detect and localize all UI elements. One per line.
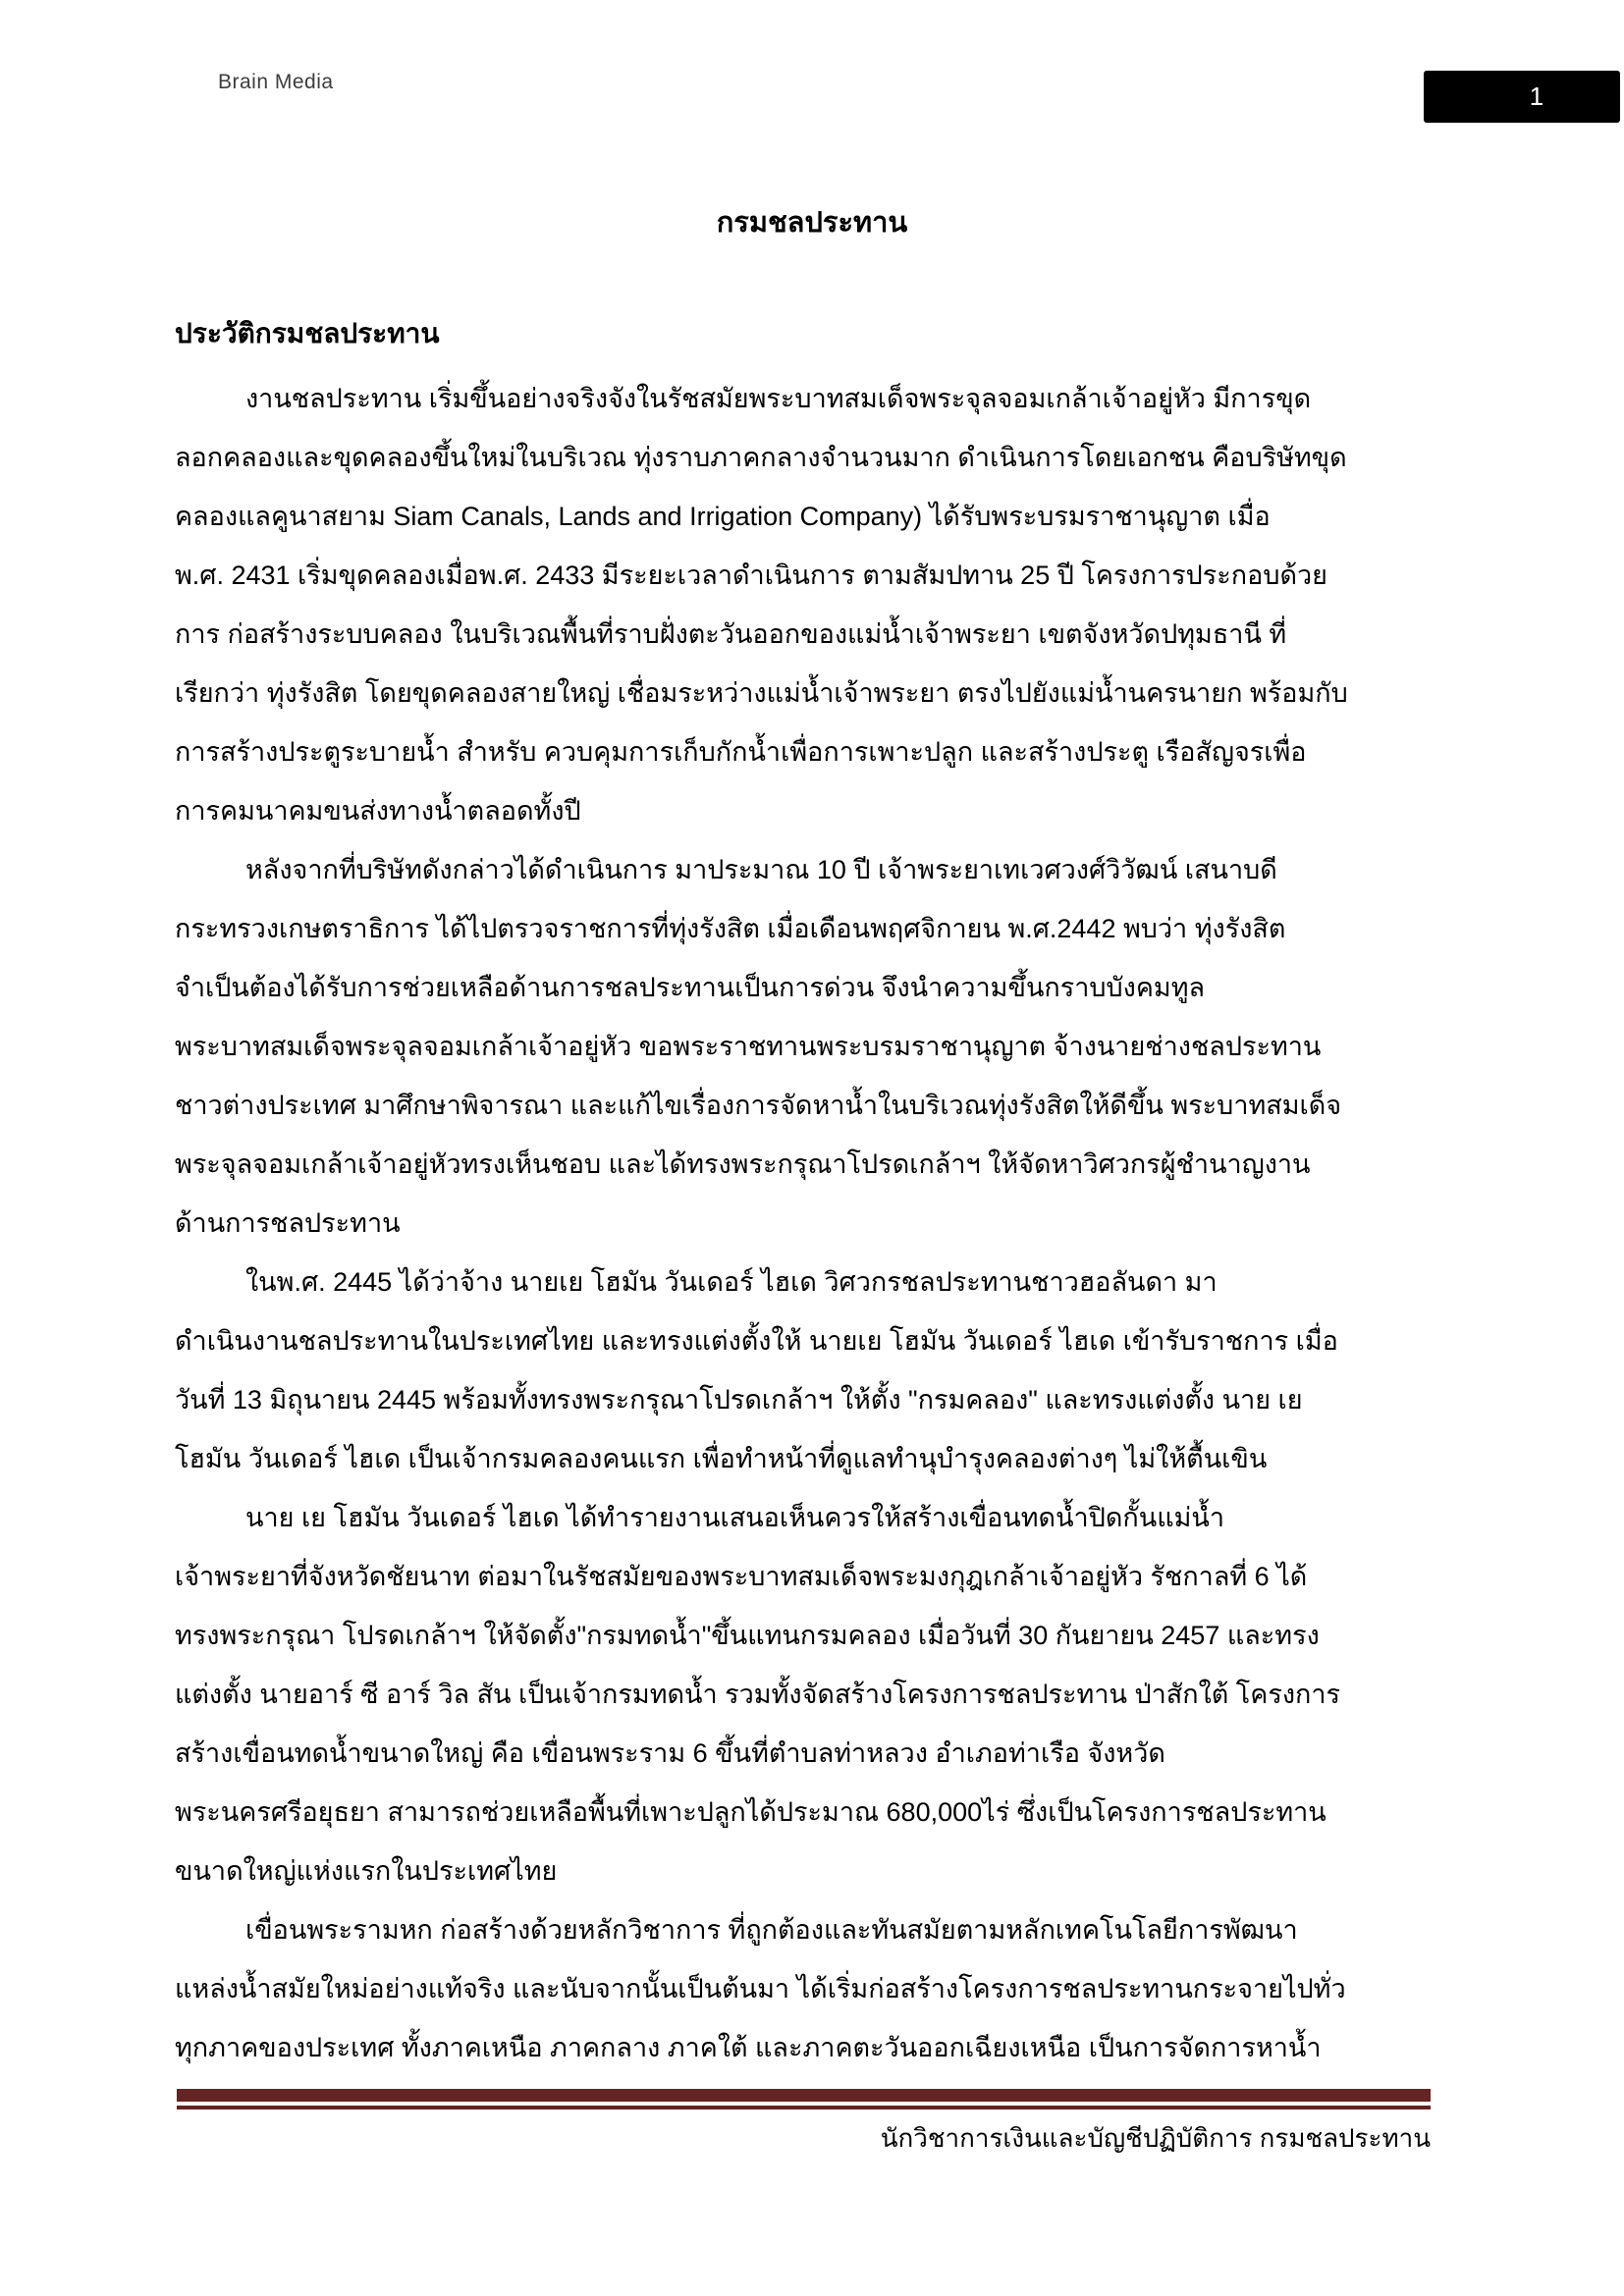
paragraph-line: นาย เย โฮมัน วันเดอร์ ไฮเด ได้ทำรายงานเสนอเห็นควรให้สร้างเขื่อนทดน้ำปิดกั้นแม่น้ำ — [245, 1503, 1225, 1532]
footer-rule-thick — [177, 2089, 1431, 2102]
paragraph-line: จำเป็นต้องได้รับการช่วยเหลือด้านการชลประทานเป็นการด่วน จึงนำความขึ้นกราบบังคมทูล — [175, 973, 1206, 1002]
paragraph-line: การคมนาคมขนส่งทางน้ำตลอดทั้งปี — [175, 796, 581, 826]
paragraph-line: ทุกภาคของประเทศ ทั้งภาคเหนือ ภาคกลาง ภาคใต้ และภาคตะวันออกเฉียงเหนือ เป็นการจัดการหาน้ำ — [175, 2033, 1322, 2062]
paragraph-line: ในพ.ศ. 2445 ได้ว่าจ้าง นายเย โฮมัน วันเดอร์ ไฮเด วิศวกรชลประทานชาวฮอลันดา มา — [245, 1267, 1218, 1297]
paragraph-line: เรียกว่า ทุ่งรังสิต โดยขุดคลองสายใหญ่ เชื่อมระหว่างแม่น้ำเจ้าพระยา ตรงไปยังแม่น้ำนครนายก พร้อมกับ — [175, 678, 1348, 708]
paragraph-line: เขื่อนพระรามหก ก่อสร้างด้วยหลักวิชาการ ที่ถูกต้องและทันสมัยตามหลักเทคโนโลยีการพัฒนา — [245, 1915, 1298, 1945]
paragraph — [175, 1253, 1451, 1488]
document-title: กรมชลประทาน — [716, 207, 908, 239]
paragraph-line: วันที่ 13 มิถุนายน 2445 พร้อมทั้งทรงพระกรุณาโปรดเกล้าฯ ให้ตั้ง "กรมคลอง" และทรงแต่งตั้ง นาย เย — [175, 1385, 1303, 1415]
paragraph-line: พระจุลจอมเกล้าเจ้าอยู่หัวทรงเห็นชอบ และได้ทรงพระกรุณาโปรดเกล้าฯ ให้จัดหาวิศวกรผู้ชำนาญงาน — [175, 1149, 1311, 1179]
page-number: 1 — [1529, 81, 1544, 111]
document-body — [175, 369, 1451, 2077]
paragraph-line: ด้านการชลประทาน — [175, 1208, 401, 1238]
paragraph — [175, 1900, 1451, 2077]
paragraph-line: พ.ศ. 2431 เริ่มขุดคลองเมื่อพ.ศ. 2433 มีระยะเวลาดำเนินการ ตามสัมปทาน 25 ปี โครงการประกอบด้วย — [175, 561, 1327, 590]
paragraph — [175, 840, 1451, 1253]
paragraph-line: โฮมัน วันเดอร์ ไฮเด เป็นเจ้ากรมคลองคนแรก เพื่อทำหน้าที่ดูแลทำนุบำรุงคลองต่างๆ ไม่ให้ตื้นเขิน — [175, 1444, 1268, 1473]
paragraph-line: งานชลประทาน เริ่มขึ้นอย่างจริงจังในรัชสมัยพระบาทสมเด็จพระจุลจอมเกล้าเจ้าอยู่หัว มีการขุด — [245, 384, 1312, 413]
section-heading: ประวัติกรมชลประทาน — [175, 318, 440, 348]
page-number-badge — [1424, 71, 1620, 123]
paragraph-line: พระบาทสมเด็จพระจุลจอมเกล้าเจ้าอยู่หัว ขอพระราชทานพระบรมราชานุญาต จ้างนายช่างชลประทาน — [175, 1032, 1322, 1061]
paragraph-line: ชาวต่างประเทศ มาศึกษาพิจารณา และแก้ไขเรื่องการจัดหาน้ำในบริเวณทุ่งรังสิตให้ดีขึ้น พระบาทสมเด็จ — [175, 1091, 1342, 1120]
paragraph-line: คลองแลคูนาสยาม Siam Canals, Lands and Irrigation Company) ได้รับพระบรมราชานุญาต เมื่อ — [175, 502, 1271, 531]
footer-signature: นักวิชาการเงินและบัญชีปฏิบัติการ กรมชลประทาน — [880, 2123, 1431, 2153]
paragraph-line: ขนาดใหญ่แห่งแรกในประเทศไทย — [175, 1856, 558, 1886]
paragraph-line: แต่งตั้ง นายอาร์ ซี อาร์ วิล สัน เป็นเจ้ากรมทดน้ำ รวมทั้งจัดสร้างโครงการชลประทาน ป่าสักใต้ โครงการ — [175, 1680, 1341, 1709]
header-brand: Brain Media — [218, 71, 334, 93]
footer-rule — [177, 2089, 1431, 2109]
paragraph-line: สร้างเขื่อนทดน้ำขนาดใหญ่ คือ เขื่อนพระราม 6 ขึ้นที่ตำบลท่าหลวง อำเภอท่าเรือ จังหวัด — [175, 1738, 1165, 1768]
paragraph-line: เจ้าพระยาที่จังหวัดชัยนาท ต่อมาในรัชสมัยของพระบาทสมเด็จพระมงกุฎเกล้าเจ้าอยู่หัว รัชกาลที่ 6 ได้ — [175, 1562, 1308, 1591]
paragraph-line: พระนครศรีอยุธยา สามารถช่วยเหลือพื้นที่เพาะปลูกได้ประมาณ 680,000ไร่ ซึ่งเป็นโครงการชลประทาน — [175, 1797, 1326, 1827]
paragraph-line: ดำเนินงานชลประทานในประเทศไทย และทรงแต่งตั้งให้ นายเย โฮมัน วันเดอร์ ไฮเด เข้ารับราชการ เมื่อ — [175, 1326, 1338, 1356]
paragraph-line: ลอกคลองและขุดคลองขึ้นใหม่ในบริเวณ ทุ่งราบภาคกลางจำนวนมาก ดำเนินการโดยเอกชน คือบริษัทขุด — [175, 443, 1347, 472]
paragraph-line: แหล่งน้ำสมัยใหม่อย่างแท้จริง และนับจากนั้นเป็นต้นมา ได้เริ่มก่อสร้างโครงการชลประทานกระจายไปทั่ว — [175, 1974, 1346, 2003]
paragraph — [175, 369, 1451, 840]
paragraph-line: หลังจากที่บริษัทดังกล่าวได้ดำเนินการ มาประมาณ 10 ปี เจ้าพระยาเทเวศวงศ์วิวัฒน์ เสนาบดี — [245, 855, 1277, 884]
paragraph — [175, 1488, 1451, 1900]
paragraph-line: การ ก่อสร้างระบบคลอง ในบริเวณพื้นที่ราบฝั่งตะวันออกของแม่น้ำเจ้าพระยา เขตจังหวัดปทุมธานี ที่ — [175, 619, 1287, 649]
footer-rule-thin — [177, 2106, 1431, 2109]
paragraph-line: การสร้างประตูระบายน้ำ สำหรับ ควบคุมการเก็บกักน้ำเพื่อการเพาะปลูก และสร้างประตู เรือสัญจรเพื่อ — [175, 737, 1307, 767]
paragraph-line: กระทรวงเกษตราธิการ ได้ไปตรวจราชการที่ทุ่งรังสิต เมื่อเดือนพฤศจิกายน พ.ศ.2442 พบว่า ทุ่งรังสิต — [175, 914, 1286, 943]
paragraph-line: ทรงพระกรุณา โปรดเกล้าฯ ให้จัดตั้ง"กรมทดน้ำ"ขึ้นแทนกรมคลอง เมื่อวันที่ 30 กันยายน 2457 และทรง — [175, 1621, 1320, 1650]
